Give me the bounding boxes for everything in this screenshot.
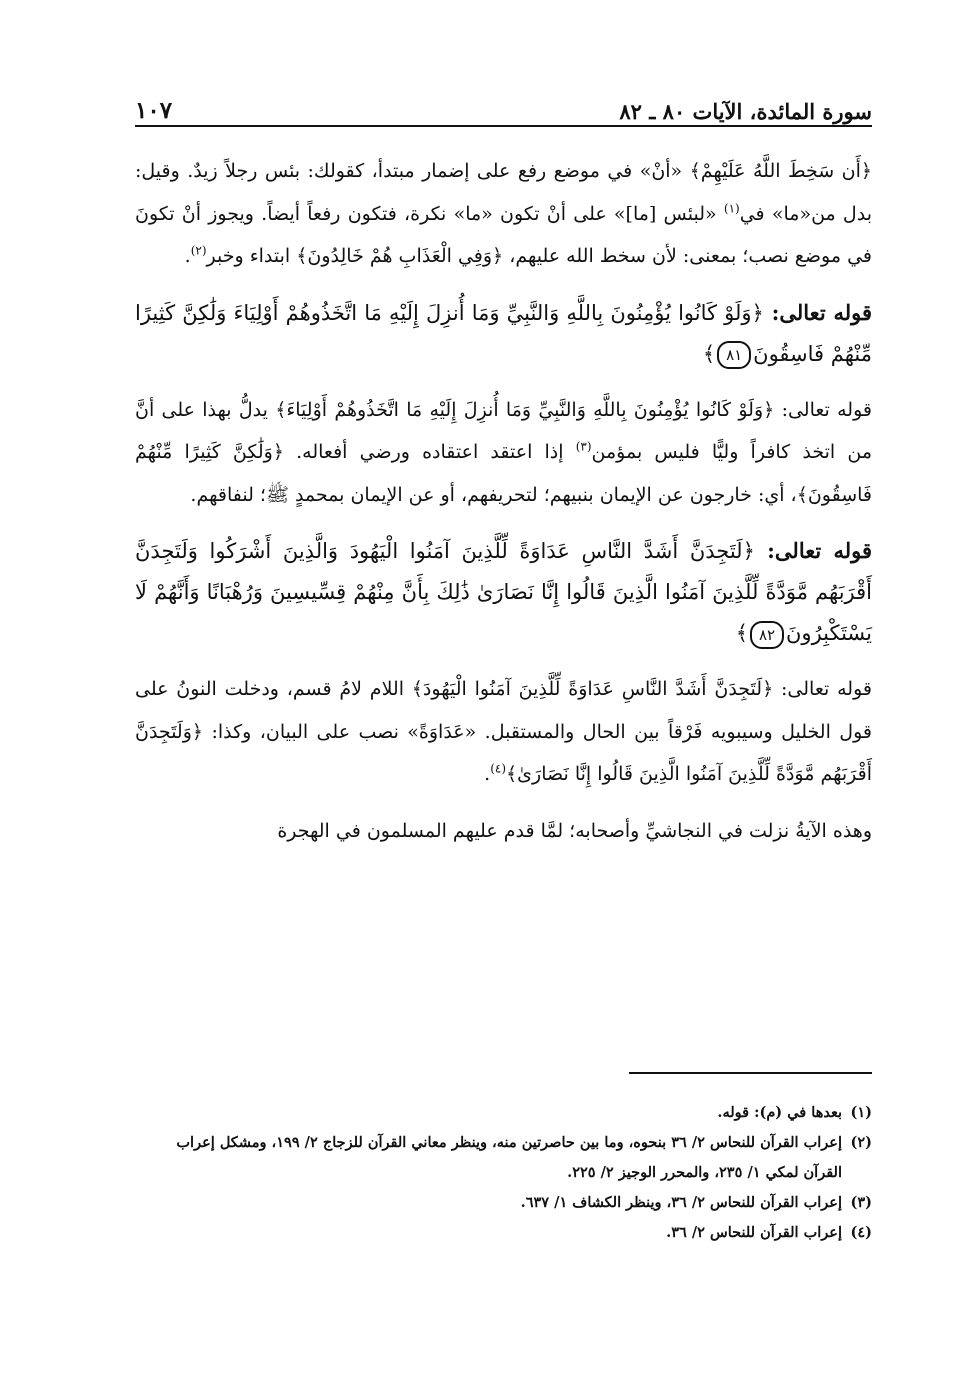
quoted-word: «عَدَاوَةً» — [407, 720, 477, 743]
footnote-number: (١) — [850, 1104, 872, 1121]
footnote-ref: (٣) — [575, 439, 592, 454]
commentary-text: . — [184, 245, 191, 267]
quran-quote: ﴿وَلَوْ كَانُوا يُؤْمِنُونَ بِاللَّهِ وَالنَّبِيِّ وَمَا أُنزِلَ إِلَيْهِ مَا اتَّخَذُوهُمْ أَوْلِيَاءَ﴾ — [275, 398, 775, 421]
footnote-4 — [135, 1218, 872, 1248]
commentary-text: اللام لامُ قسم، ودخلت النونُ على قول الخليل وسيبويه فَرْقاً بين الحال والمستقبل. — [135, 678, 872, 743]
verse-text: ﴿لَتَجِدَنَّ أَشَدَّ النَّاسِ عَدَاوَةً لِّلَّذِينَ آمَنُوا الْيَهُودَ وَالَّذِينَ أَشْرَكُوا وَلَتَجِدَنَّ أَقْرَبَهُم مَّوَدَّةً لِّلَّذِينَ آمَنُوا الَّذِينَ قَالُوا إِنَّا نَصَارَىٰ ذَٰلِكَ بِأَنَّ مِنْهُمْ قِسِّيسِينَ وَرُهْبَانًا وَأَنَّهُمْ لَا يَسْتَكْبِرُونَ — [135, 539, 872, 645]
quran-quote: ﴿وَلَٰكِنَّ كَثِيرًا مِّنْهُمْ فَاسِقُونَ﴾ — [135, 441, 872, 506]
quran-quote: ﴿وَفِي الْعَذَابِ هُمْ خَالِدُونَ﴾ — [296, 245, 504, 267]
ayah-number-marker: ٨٢ — [750, 621, 784, 649]
quran-quote: ﴿أَن سَخِطَ اللَّهُ عَلَيْهِمْ﴾ — [689, 160, 872, 182]
header-rule — [135, 125, 872, 127]
footnote-text: إعراب القرآن للنحاس ٢/ ٣٦ بنحوه، وما بين حاصرتين منه، وينظر معاني القرآن للزجاج ٢/ ١٩٩، ومشكل إعراب القرآن لمكي ١/ ٢٣٥، والمحرر الوجيز ٢/ ٢٢٥. — [176, 1134, 842, 1181]
verse-label: قوله تعالى: — [763, 299, 872, 325]
quran-quote: ﴿لَتَجِدَنَّ أَشَدَّ النَّاسِ عَدَاوَةً لِّلَّذِينَ آمَنُوا الْيَهُودَ﴾ — [411, 678, 774, 700]
verse-close-bracket: ﴾ — [735, 621, 748, 645]
commentary-text: ، أي: خارجون عن الإيمان بنبيهم؛ لتحريفهم، أو عن الإيمان بمحمدٍ ﷺ؛ لنفاقهم. — [190, 483, 797, 506]
page-header — [135, 88, 872, 124]
commentary-paragraph-2 — [135, 389, 872, 517]
commentary-text: يدلُّ بهذا على أنَّ من اتخذ كافراً وليًّا فليس بمؤمن — [135, 398, 872, 463]
verse-label: قوله تعالى: — [754, 538, 872, 563]
page-number: ١٠٧ — [135, 97, 173, 124]
footnote-number: (٢) — [850, 1134, 872, 1151]
footnote-3 — [135, 1188, 872, 1218]
footnote-number: (٣) — [850, 1194, 872, 1211]
verse-block-81 — [135, 292, 872, 375]
main-text — [135, 150, 872, 866]
verse-text: ﴿وَلَوْ كَانُوا يُؤْمِنُونَ بِاللَّهِ وَالنَّبِيِّ وَمَا أُنزِلَ إِلَيْهِ مَا اتَّخَذُوهُمْ أَوْلِيَاءَ وَلَٰكِنَّ كَثِيرًا مِّنْهُمْ فَاسِقُونَ — [135, 300, 872, 366]
footnote-ref: (١) — [723, 201, 740, 216]
footnote-2 — [135, 1128, 872, 1188]
footnote-number: (٤) — [850, 1224, 872, 1241]
footnote-text: بعدها في (م): قوله. — [717, 1104, 842, 1121]
footnotes — [135, 1098, 872, 1248]
commentary-text: ابتداء وخبر — [206, 245, 297, 267]
commentary-paragraph-3 — [135, 668, 872, 796]
footnote-text: إعراب القرآن للنحاس ٢/ ٣٦. — [666, 1224, 842, 1241]
verse-block-82 — [135, 530, 872, 654]
footnote-ref: (٤) — [490, 761, 507, 776]
commentary-lead: قوله تعالى: — [774, 398, 872, 421]
footnote-1 — [135, 1098, 872, 1128]
running-title: سورة المائدة، الآيات ٨٠ ـ ٨٢ — [619, 99, 872, 124]
commentary-text: . — [484, 763, 491, 785]
verse-close-bracket: ﴾ — [702, 341, 716, 366]
ayah-number-marker: ٨١ — [717, 341, 751, 369]
footnote-rule — [629, 1072, 872, 1074]
commentary-paragraph-1 — [135, 150, 872, 278]
footnote-text: إعراب القرآن للنحاس ٢/ ٣٦، وينظر الكشاف ١/ ٦٣٧. — [520, 1194, 842, 1211]
footnote-ref: (٢) — [190, 243, 207, 258]
commentary-text: نصب على البيان، وكذا: — [203, 720, 408, 743]
commentary-paragraph-4: وهذه الآيةُ نزلت في النجاشيِّ وأصحابه؛ لمَّا قدم عليهم المسلمون في الهجرة — [277, 819, 872, 842]
commentary-lead: قوله تعالى: — [773, 678, 872, 700]
commentary-text: إذا اعتقد اعتقاده ورضي أفعاله. — [283, 441, 576, 463]
quran-quote: ﴿وَلَتَجِدَنَّ أَقْرَبَهُم مَّوَدَّةً لِّلَّذِينَ آمَنُوا الَّذِينَ قَالُوا إِنَّا نَصَارَىٰ﴾ — [135, 720, 872, 785]
commentary-text: «لبئس [ما]» على أنْ تكون «ما» نكرة، فتكون رفعاً أيضاً. ويجوز أنْ تكونَ في موضع نصب؛ بمعنى: لأن سخط الله عليهم، — [135, 202, 872, 267]
commentary-text: «أنْ» في موضع رفع على إضمار مبتدأ، كقولك: بئس رجلاً زيدٌ. وقيل: بدل من«ما» في — [135, 160, 873, 225]
